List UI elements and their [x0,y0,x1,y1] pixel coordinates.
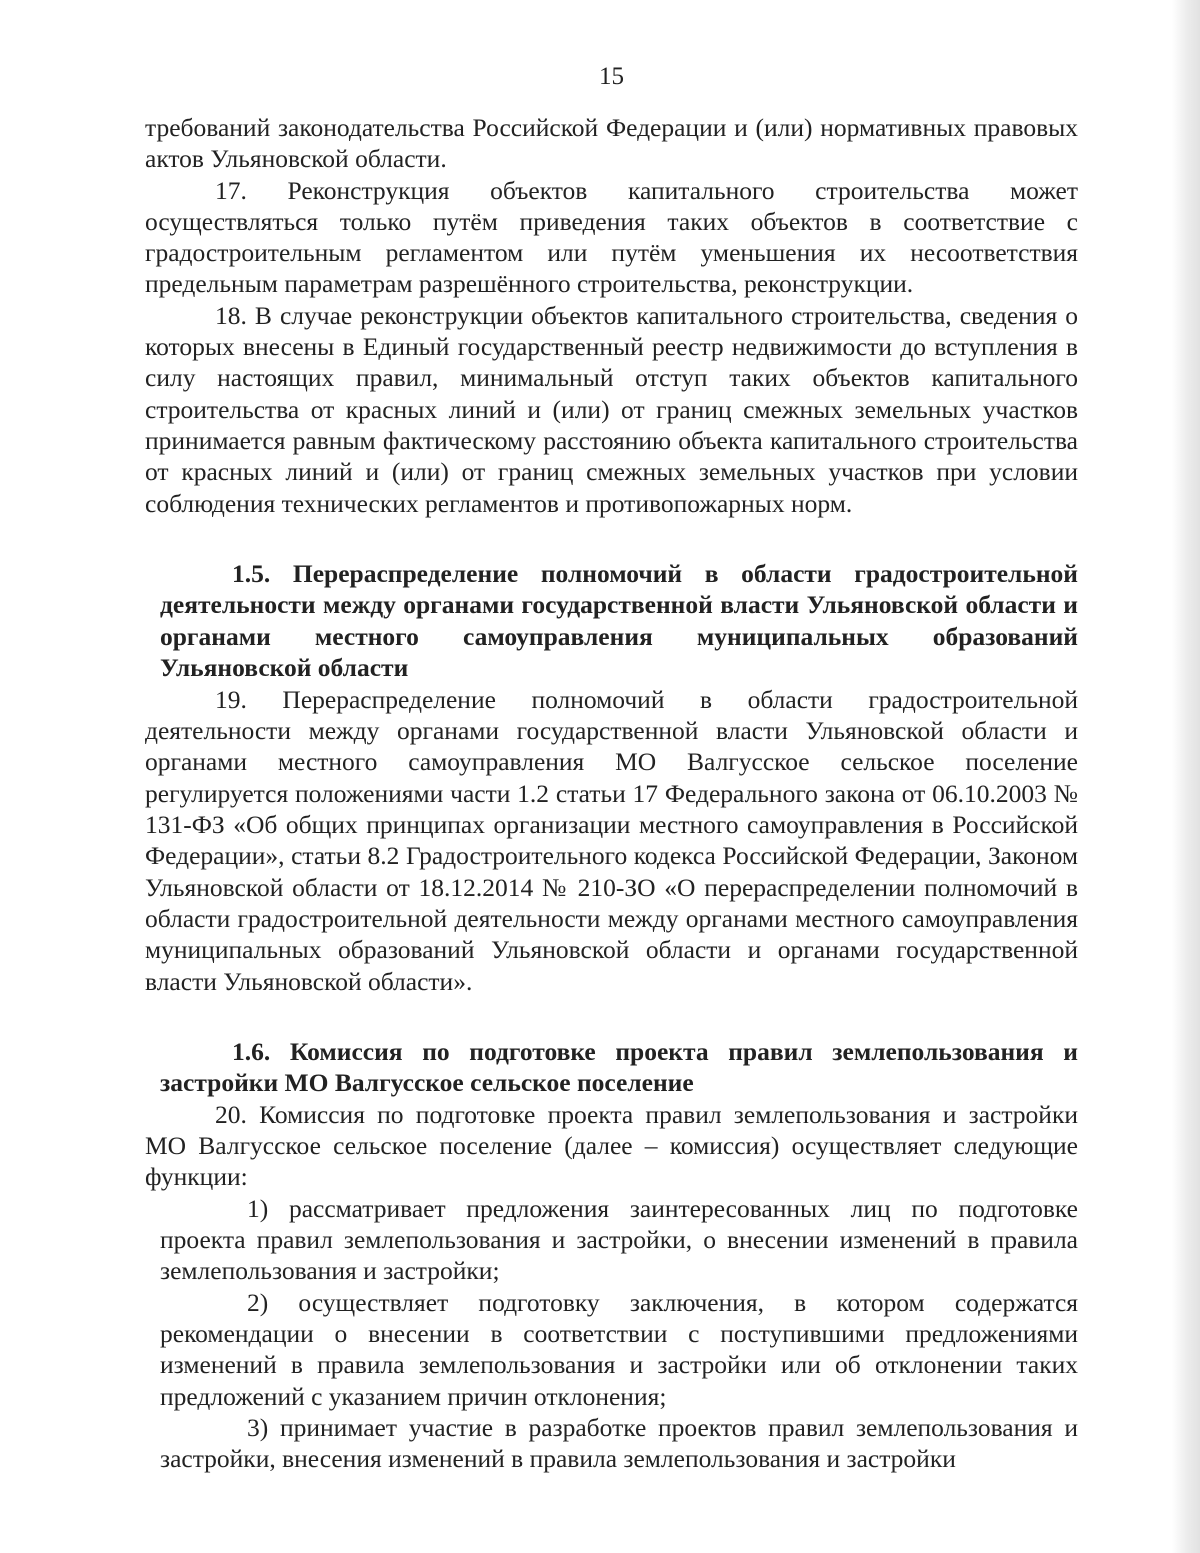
section-heading-1-5: 1.5. Перераспределение полномочий в области градостроительной деятельности между органами государственной власти Ульяновской области и органами местного самоуправления муниципальных образований Ульяновской области [160,558,1078,683]
paragraph-continuation: требований законодательства Российской Федерации и (или) нормативных правовых актов Ульяновской области. [145,113,1078,174]
list-item: 3) принимает участие в разработке проектов правил землепользования и застройки, внесения изменений в правила землепользования и застройки [160,1412,1078,1474]
page-number: 15 [599,63,624,90]
paragraph-19: 19. Перераспределение полномочий в области градостроительной деятельности между органами государственной власти Ульяновской области и органами местного самоуправления МО Валгусское сельское поселение регулируется положениями части 1.2 статьи 17 Федерального закона от 06.10.2003 № 131-ФЗ «Об общих принципах организации местного самоуправления в Российской Федерации», статьи 8.2 Градостроительного кодекса Российской Федерации, Законом Ульяновской области от 18.12.2014 № 210-ЗО «О перераспределении полномочий в области градостроительной деятельности между органами местного самоуправления муниципальных образований Ульяновской области и органами государственной власти Ульяновской области». [145,684,1078,996]
section-heading-1-6: 1.6. Комиссия по подготовке проекта правил землепользования и застройки МО Валгусское сельское поселение [160,1036,1078,1098]
paragraph-18: 18. В случае реконструкции объектов капитального строительства, сведения о которых внесены в Единый государственный реестр недвижимости до вступления в силу настоящих правил, минимальный отступ таких объектов капитального строительства от красных линий и (или) от границ смежных земельных участков принимается равным фактическому расстоянию объекта капитального строительства от красных линий и (или) от границ смежных земельных участков при условии соблюдения технических регламентов и противопожарных норм. [145,300,1078,518]
paragraph-20: 20. Комиссия по подготовке проекта правил землепользования и застройки МО Валгусское сельское поселение (далее – комиссия) осуществляет следующие функции: [145,1099,1078,1192]
scan-edge-shadow [1172,0,1200,1553]
paragraph-17: 17. Реконструкция объектов капитального строительства может осуществляться только путём приведения таких объектов в соответствие с градостроительным регламентом или путём уменьшения их несоответствия предельным параметрам разрешённого строительства, реконструкции. [145,175,1078,299]
document-body [145,112,1078,1474]
list-item: 1) рассматривает предложения заинтересованных лиц по подготовке проекта правил землепользования и застройки, о внесении изменений в правила землепользования и застройки; [160,1193,1078,1286]
list-item: 2) осуществляет подготовку заключения, в котором содержатся рекомендации о внесении в соответствии с поступившими предложениями изменений в правила землепользования и застройки или об отклонении таких предложений с указанием причин отклонения; [160,1287,1078,1411]
